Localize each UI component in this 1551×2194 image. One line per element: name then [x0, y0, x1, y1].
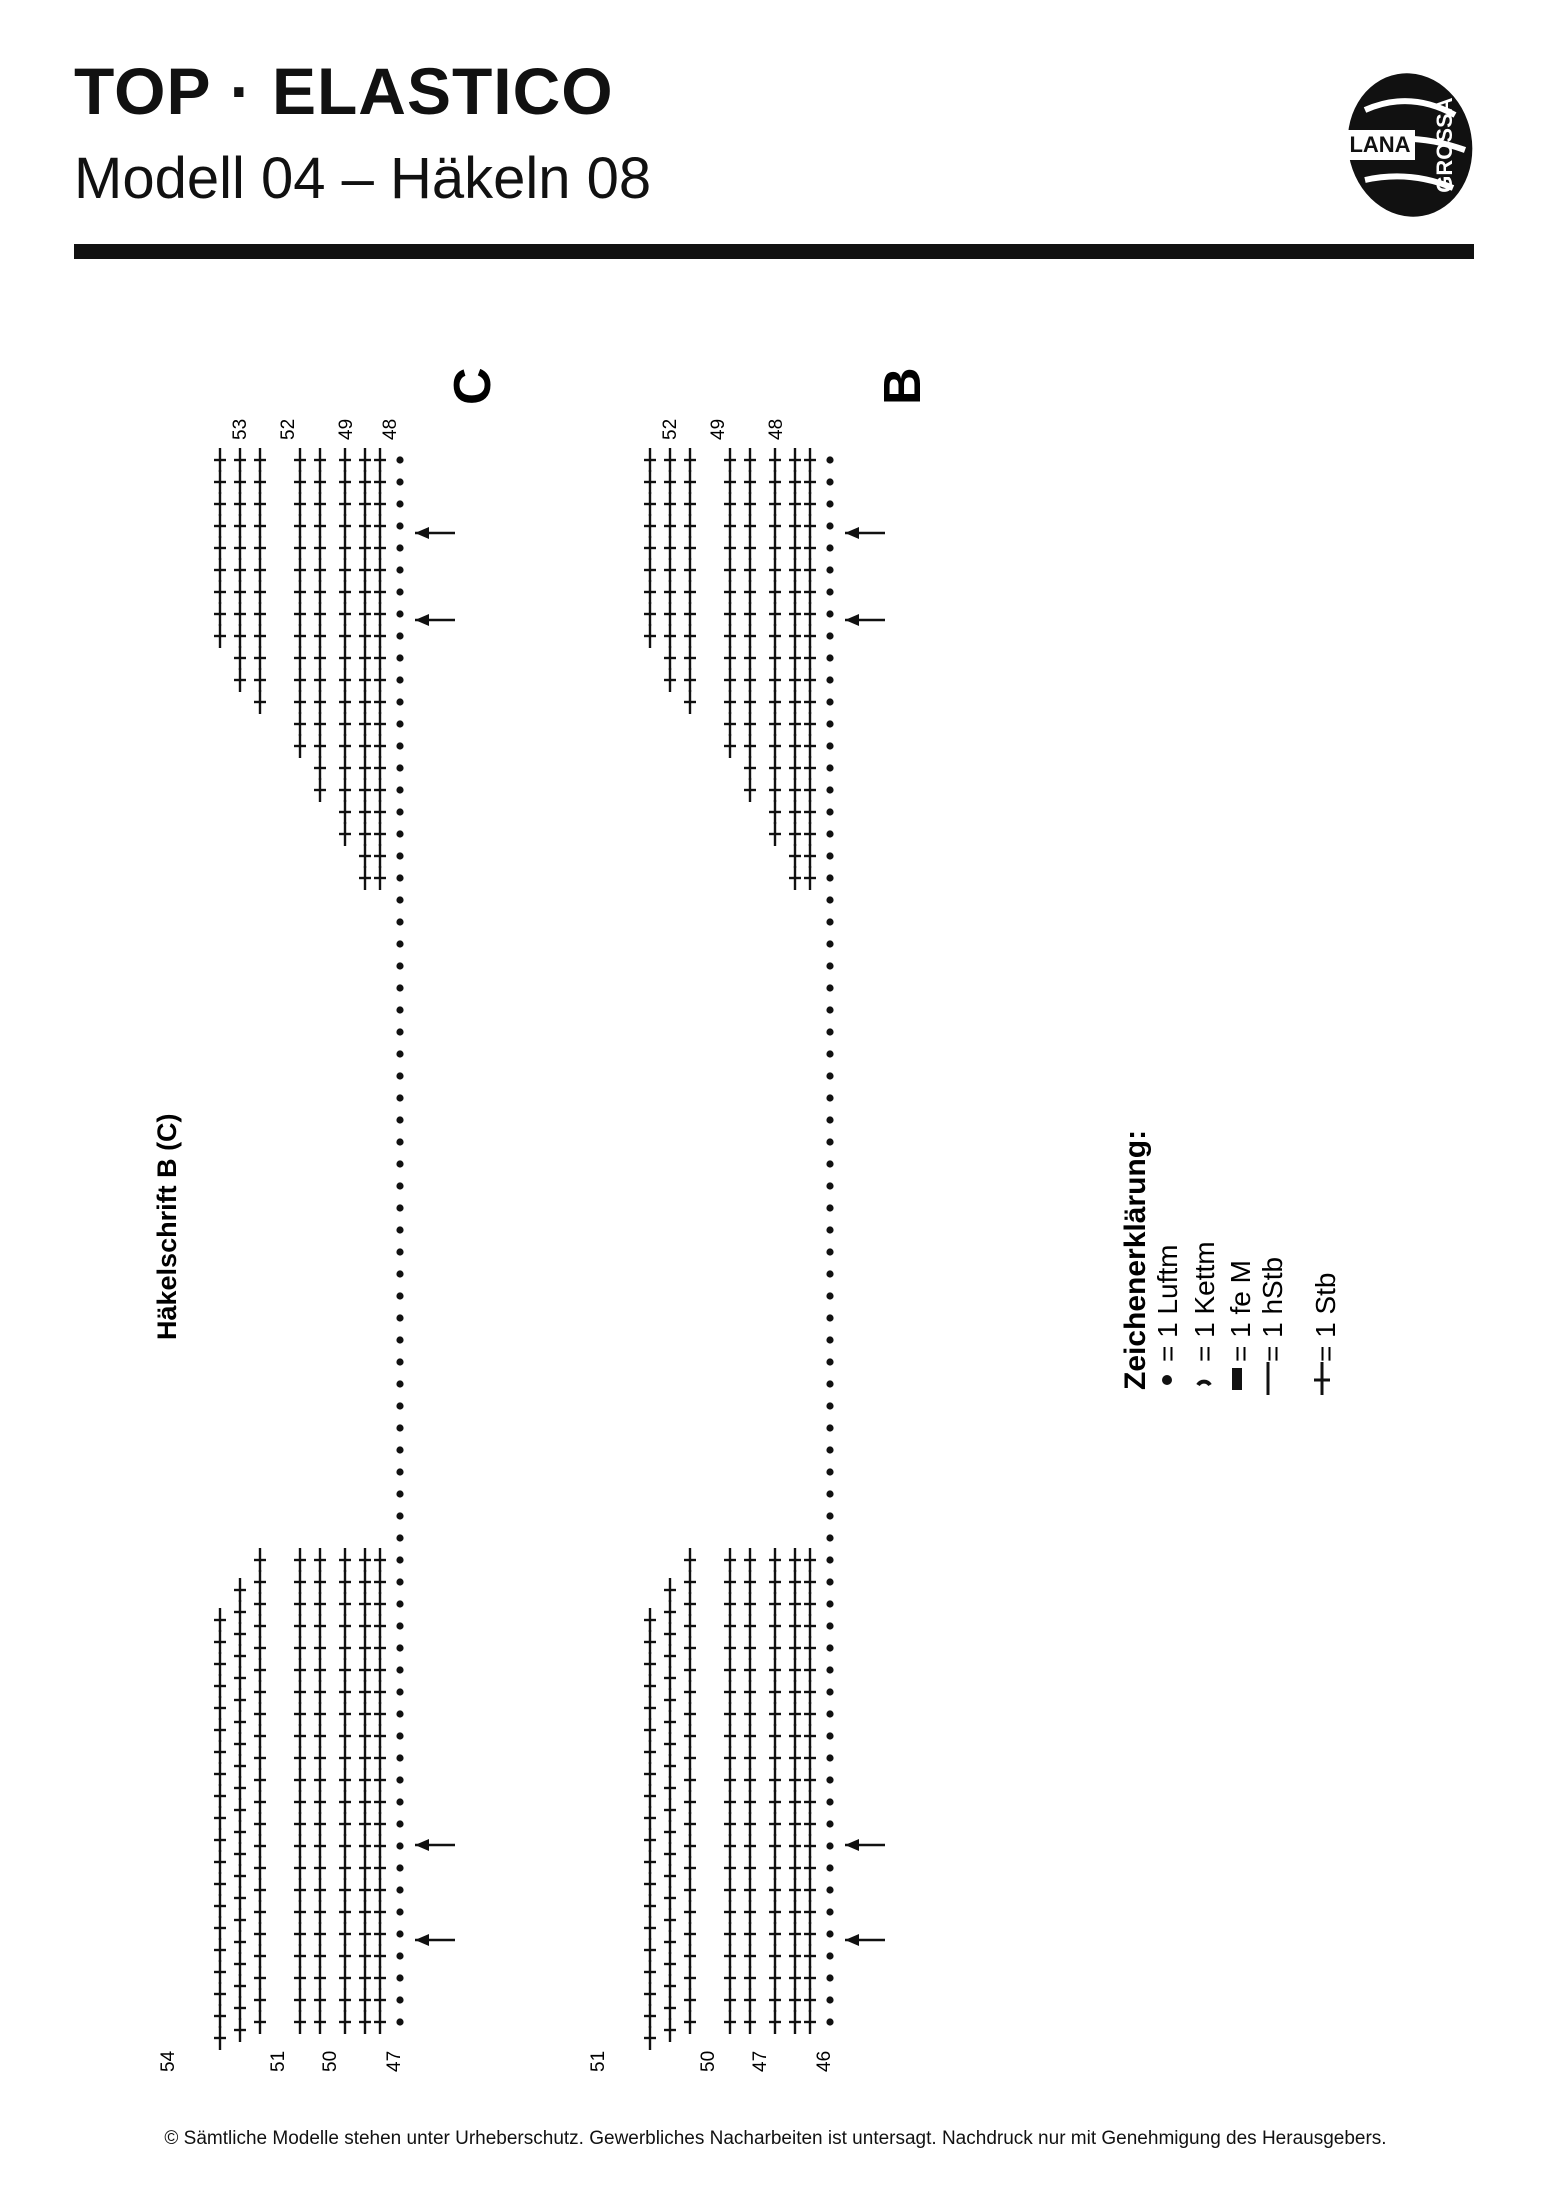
luftm-dot [396, 1182, 403, 1189]
luftm-dot [826, 544, 833, 551]
row-number: 49 [336, 418, 357, 440]
luftm-dot [826, 676, 833, 683]
luftm-dot [396, 456, 403, 463]
luftm-dot [826, 940, 833, 947]
luftm-dot [396, 1908, 403, 1915]
chart-c [158, 419, 455, 2072]
luftm-dot [826, 1820, 833, 1827]
arrow-head [845, 1839, 859, 1851]
luftm-dot [396, 808, 403, 815]
legend-item-hstb: = 1 hStb [1257, 1256, 1288, 1362]
luftm-dot [396, 1402, 403, 1409]
luftm-dot [396, 1798, 403, 1805]
luftm-dot [396, 1270, 403, 1277]
dot-icon [1162, 1375, 1172, 1385]
luftm-dot [826, 1358, 833, 1365]
luftm-dot [396, 940, 403, 947]
luftm-dot [396, 676, 403, 683]
luftm-dot [396, 1160, 403, 1167]
bar-icon [1232, 1368, 1242, 1390]
luftm-dot [826, 1644, 833, 1651]
luftm-dot [396, 1666, 403, 1673]
luftm-dot [826, 654, 833, 661]
page-title: TOP · ELASTICO [74, 54, 614, 128]
luftm-dot [396, 764, 403, 771]
luftm-dot [396, 1512, 403, 1519]
luftm-dot [826, 2018, 833, 2025]
luftm-dot [396, 698, 403, 705]
luftm-dot [396, 1468, 403, 1475]
luftm-dot [826, 1270, 833, 1277]
luftm-dot [826, 632, 833, 639]
luftm-dot [826, 1248, 833, 1255]
luftm-dot [826, 500, 833, 507]
legend-item-kettm: = 1 Kettm [1189, 1241, 1220, 1362]
arrow-head [845, 1934, 859, 1946]
luftm-dot [826, 1688, 833, 1695]
luftm-dot [396, 1600, 403, 1607]
luftm-dot [826, 1006, 833, 1013]
luftm-dot [396, 1138, 403, 1145]
luftm-dot [396, 1006, 403, 1013]
luftm-dot [826, 1622, 833, 1629]
luftm-dot [396, 544, 403, 551]
luftm-dot [826, 1380, 833, 1387]
luftm-dot [396, 1116, 403, 1123]
row-number: 52 [660, 418, 681, 440]
arrow-head [415, 527, 429, 539]
luftm-dot [396, 1556, 403, 1563]
luftm-dot [826, 1996, 833, 2003]
luftm-dot [396, 1842, 403, 1849]
luftm-dot [396, 786, 403, 793]
luftm-dot [396, 874, 403, 881]
logo-text-grossa: GROSSA [1432, 97, 1457, 193]
luftm-dot [826, 1930, 833, 1937]
luftm-dot [826, 874, 833, 881]
page-subtitle: Modell 04 – Häkeln 08 [74, 146, 652, 211]
legend-item-fem: = 1 fe M [1225, 1260, 1256, 1362]
luftm-dot [826, 1204, 833, 1211]
luftm-dot [826, 566, 833, 573]
luftm-dot [826, 1138, 833, 1145]
luftm-dot [826, 610, 833, 617]
legend-item-stb: = 1 Stb [1310, 1272, 1341, 1362]
luftm-dot [396, 720, 403, 727]
luftm-dot [826, 478, 833, 485]
luftm-dot [396, 2018, 403, 2025]
luftm-dot [826, 1886, 833, 1893]
luftm-dot [826, 1534, 833, 1541]
row-number: 48 [766, 418, 787, 440]
luftm-dot [396, 632, 403, 639]
luftm-dot [826, 1776, 833, 1783]
luftm-dot [826, 1952, 833, 1959]
luftm-dot [396, 1622, 403, 1629]
copyright-footer: © Sämtliche Modelle stehen unter Urheberschutz. Gewerbliches Nacharbeiten ist untersagt. Nachdruck nur mit Genehmigung des Herausgebers. [164, 2128, 1387, 2149]
luftm-dot [826, 742, 833, 749]
luftm-dot [826, 1226, 833, 1233]
luftm-dot [396, 1336, 403, 1343]
luftm-dot [826, 962, 833, 969]
luftm-dot [396, 1050, 403, 1057]
luftm-dot [826, 1974, 833, 1981]
chart-letter-c: C [444, 367, 502, 405]
luftm-dot [396, 1358, 403, 1365]
luftm-dot [826, 720, 833, 727]
luftm-dot [396, 918, 403, 925]
legend-heading: Zeichenerklärung: [1119, 1129, 1152, 1390]
luftm-dot [826, 1754, 833, 1761]
luftm-dot [826, 852, 833, 859]
luftm-dot [396, 1996, 403, 2003]
luftm-dot [826, 1336, 833, 1343]
row-number: 52 [278, 418, 299, 440]
luftm-dot [396, 830, 403, 837]
luftm-dot [396, 1578, 403, 1585]
luftm-dot [826, 830, 833, 837]
luftm-dot [396, 1886, 403, 1893]
arrow-head [415, 1934, 429, 1946]
row-number: 51 [588, 2050, 609, 2072]
chart-letter-b: B [874, 367, 932, 405]
luftm-dot [396, 1094, 403, 1101]
luftm-dot [826, 808, 833, 815]
luftm-dot [826, 1072, 833, 1079]
luftm-dot [826, 1490, 833, 1497]
luftm-dot [826, 1028, 833, 1035]
luftm-dot [396, 1534, 403, 1541]
luftm-dot [396, 1424, 403, 1431]
luftm-dot [826, 1160, 833, 1167]
luftm-dot [826, 456, 833, 463]
luftm-dot [396, 984, 403, 991]
arrow-head [845, 527, 859, 539]
luftm-dot [396, 1952, 403, 1959]
luftm-dot [396, 1864, 403, 1871]
luftm-dot [396, 1248, 403, 1255]
luftm-dot [396, 1446, 403, 1453]
luftm-dot [396, 500, 403, 507]
luftm-dot [826, 1864, 833, 1871]
row-number: 47 [750, 2050, 771, 2072]
luftm-dot [396, 1688, 403, 1695]
luftm-dot [826, 1094, 833, 1101]
luftm-dot [396, 478, 403, 485]
luftm-dot [826, 1116, 833, 1123]
luftm-dot [396, 1072, 403, 1079]
luftm-dot [396, 522, 403, 529]
luftm-dot [396, 962, 403, 969]
luftm-dot [396, 566, 403, 573]
luftm-dot [396, 1028, 403, 1035]
luftm-dot [826, 1446, 833, 1453]
luftm-dot [396, 1710, 403, 1717]
row-number: 47 [384, 2050, 405, 2072]
luftm-dot [826, 1050, 833, 1057]
legend-item-luftm: = 1 Luftm [1152, 1244, 1183, 1362]
luftm-dot [396, 852, 403, 859]
chart-title: Häkelschrift B (C) [152, 1113, 182, 1340]
arrow-head [415, 1839, 429, 1851]
luftm-dot [826, 764, 833, 771]
luftm-dot [826, 786, 833, 793]
luftm-dot [826, 1666, 833, 1673]
luftm-dot [826, 984, 833, 991]
arrow-head [415, 614, 429, 626]
luftm-dot [396, 896, 403, 903]
luftm-dot [826, 918, 833, 925]
luftm-dot [396, 742, 403, 749]
luftm-dot [826, 522, 833, 529]
row-number: 50 [320, 2050, 341, 2072]
legend [1119, 1130, 1341, 1395]
luftm-dot [826, 1732, 833, 1739]
luftm-dot [826, 1556, 833, 1563]
luftm-dot [826, 1512, 833, 1519]
luftm-dot [396, 1776, 403, 1783]
luftm-dot [396, 1754, 403, 1761]
arc-icon [1198, 1382, 1210, 1385]
luftm-dot [396, 1380, 403, 1387]
luftm-dot [826, 1402, 833, 1409]
luftm-dot [396, 1930, 403, 1937]
luftm-dot [826, 1182, 833, 1189]
luftm-dot [826, 1908, 833, 1915]
luftm-dot [396, 588, 403, 595]
luftm-dot [396, 1820, 403, 1827]
luftm-dot [826, 1292, 833, 1299]
luftm-dot [396, 1644, 403, 1651]
luftm-dot [826, 1578, 833, 1585]
row-number: 51 [268, 2050, 289, 2072]
luftm-dot [826, 1468, 833, 1475]
luftm-dot [396, 1314, 403, 1321]
luftm-dot [396, 654, 403, 661]
luftm-dot [396, 1732, 403, 1739]
luftm-dot [826, 588, 833, 595]
arrow-head [845, 614, 859, 626]
luftm-dot [826, 1842, 833, 1849]
logo-text-lana: LANA [1349, 132, 1411, 157]
luftm-dot [396, 610, 403, 617]
luftm-dot [396, 1490, 403, 1497]
luftm-dot [396, 1292, 403, 1299]
row-number: 53 [230, 418, 251, 440]
row-number: 50 [698, 2050, 719, 2072]
luftm-dot [826, 896, 833, 903]
luftm-dot [826, 698, 833, 705]
luftm-dot [826, 1600, 833, 1607]
chart-b [588, 419, 885, 2072]
luftm-dot [826, 1314, 833, 1321]
luftm-dot [396, 1974, 403, 1981]
row-number: 48 [380, 418, 401, 440]
luftm-dot [396, 1204, 403, 1211]
row-number: 49 [708, 418, 729, 440]
luftm-dot [396, 1226, 403, 1233]
row-number: 46 [814, 2050, 835, 2072]
luftm-dot [826, 1424, 833, 1431]
luftm-dot [826, 1798, 833, 1805]
row-number: 54 [158, 2050, 179, 2072]
luftm-dot [826, 1710, 833, 1717]
